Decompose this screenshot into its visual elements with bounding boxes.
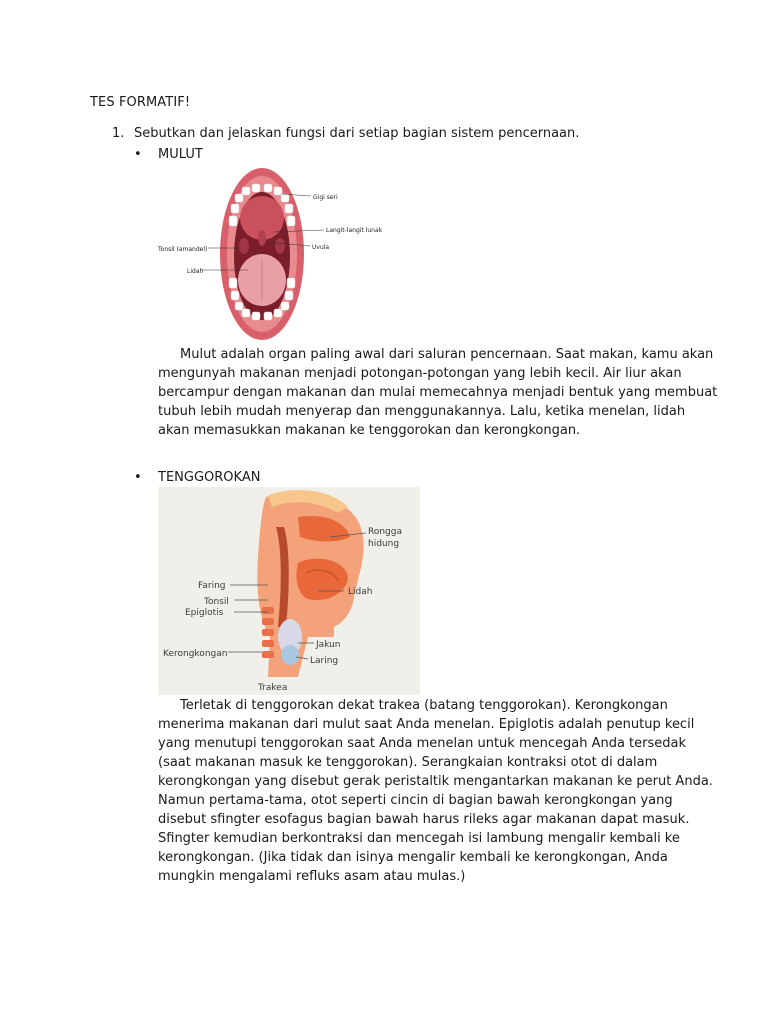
label-epiglotis: Epiglotis xyxy=(185,608,224,618)
label-lidah: Lidah xyxy=(187,268,204,275)
paragraph-mulut-text: Mulut adalah organ paling awal dari saluran pencernaan. Saat makan, kamu akan mengunyah makanan menjadi potongan-potongan yang lebih kecil. Air liur akan bercampur dengan makanan dan mulai memecahnya menjadi bentuk yang membuat tubuh lebih mudah menyerap dan menggunakannya. Lalu, ketika menelan, lidah akan memasukkan makanan ke tenggorokan dan kerongkongan. xyxy=(158,347,718,438)
throat-diagram xyxy=(158,487,420,695)
mouth-diagram xyxy=(156,162,383,342)
section-heading-tenggorokan: TENGGOROKAN xyxy=(158,470,261,485)
paragraph-mulut xyxy=(158,345,718,440)
paragraph-tenggorokan xyxy=(158,696,718,886)
label-gigi-seri: Gigi seri xyxy=(313,194,338,201)
section-heading-mulut: MULUT xyxy=(158,147,203,162)
label-lidah: Lidah xyxy=(348,587,373,597)
label-tonsil: Tonsil (amandel) xyxy=(158,246,208,253)
bullet-icon: • xyxy=(134,147,142,162)
bullet-icon: • xyxy=(134,470,142,485)
question-text: Sebutkan dan jelaskan fungsi dari setiap bagian sistem pencernaan. xyxy=(134,126,580,141)
label-rongga: Rongga xyxy=(368,527,403,537)
paragraph-tenggorokan-text: Terletak di tenggorokan dekat trakea (batang tenggorokan). Kerongkongan menerima makanan dari mulut saat Anda menelan. Epiglotis adalah penutup kecil yang menutupi tenggorokan saat Anda menelan untuk mencegah Anda tersedak (saat makanan masuk ke tenggorokan). Serangkaian kontraksi otot di dalam kerongkongan yang disebut gerak peristaltik mengantarkan makanan ke perut Anda. Namun pertama-tama, otot seperti cincin di bagian bawah kerongkongan yang disebut sfingter esofagus bagian bawah harus rileks agar makanan dapat masuk. Sfingter kemudian berkontraksi dan mencegah isi lambung mengalir kembali ke kerongkongan. (Jika tidak dan isinya mengalir kembali ke kerongkongan, Anda mungkin mengalami refluks asam atau mulas.) xyxy=(158,698,713,884)
page-title: TES FORMATIF! xyxy=(90,95,191,110)
label-tonsil: Tonsil xyxy=(204,597,229,607)
label-kerongkongan: Kerongkongan xyxy=(163,649,228,659)
label-trakea: Trakea xyxy=(258,683,288,693)
label-faring: Faring xyxy=(198,581,226,591)
question-number: 1. xyxy=(112,126,125,141)
label-jakun: Jakun xyxy=(316,640,341,650)
label-laring: Laring xyxy=(310,656,339,666)
label-hidung: hidung xyxy=(368,539,400,549)
label-langit-langit: Langit-langit lunak xyxy=(326,227,383,234)
label-uvula: Uvula xyxy=(312,244,330,251)
question-1 xyxy=(112,126,579,141)
